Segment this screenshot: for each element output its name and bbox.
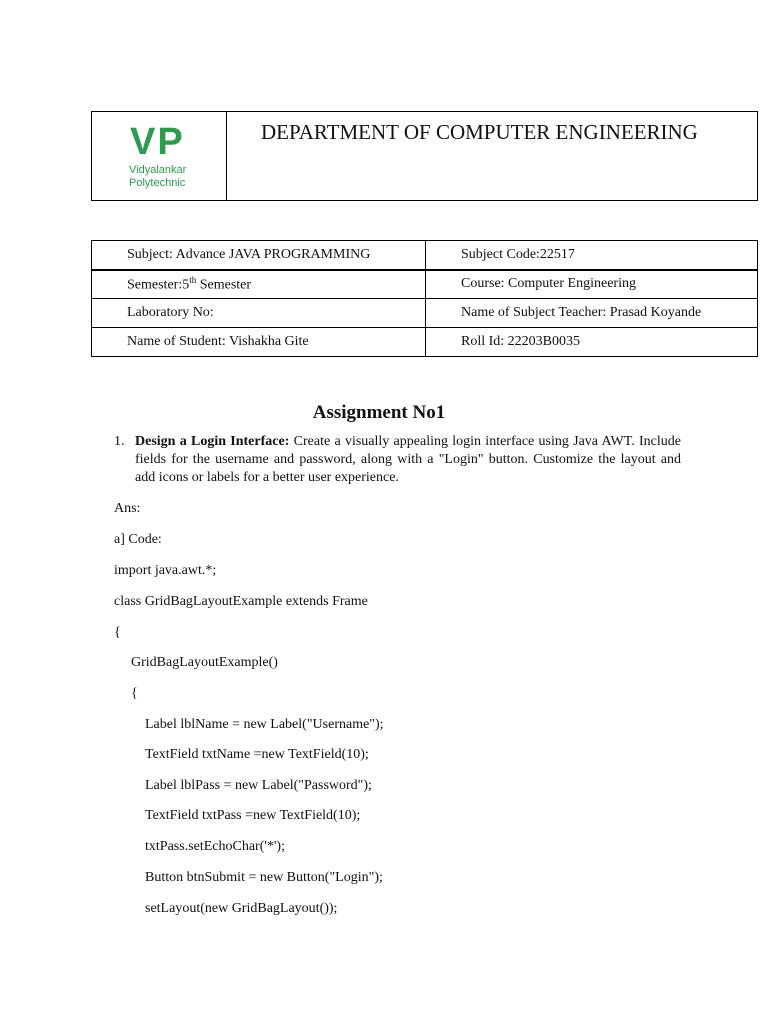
question-body: Create a visually appealing login interface using Java AWT. Include fields for the username and password, along with a "Login" button. Customize the layout and add icons or labels for a better user experience. xyxy=(135,434,681,485)
question xyxy=(114,433,681,487)
lab-no-cell: Laboratory No: xyxy=(92,299,426,328)
roll-id-cell: Roll Id: 22203B0035 xyxy=(426,328,758,357)
course-cell: Course: Computer Engineering xyxy=(426,270,758,299)
code-label: a] Code: xyxy=(114,532,162,547)
code-line: TextField txtPass =new TextField(10); xyxy=(145,808,361,823)
code-line: GridBagLayoutExample() xyxy=(131,655,278,670)
assignment-title: Assignment No1 xyxy=(312,402,446,423)
code-line: class GridBagLayoutExample extends Frame xyxy=(114,594,368,609)
table-row xyxy=(92,328,758,357)
teacher-cell: Name of Subject Teacher: Prasad Koyande xyxy=(426,299,758,328)
question-bold: Design a Login Interface: xyxy=(135,434,290,449)
logo-text-line1: Vidyalankar xyxy=(129,164,187,176)
semester-suffix: Semester xyxy=(196,277,252,293)
logo-mark: VP xyxy=(130,121,185,163)
code-line: import java.awt.*; xyxy=(114,563,217,578)
subject-code-cell: Subject Code:22517 xyxy=(426,241,758,270)
ans-label: Ans: xyxy=(114,501,141,516)
code-line: Button btnSubmit = new Button("Login"); xyxy=(145,870,383,885)
code-line: Label lblPass = new Label("Password"); xyxy=(145,778,372,793)
table-row xyxy=(92,299,758,328)
code-line: setLayout(new GridBagLayout()); xyxy=(145,901,338,916)
subject-cell: Subject: Advance JAVA PROGRAMMING xyxy=(92,241,426,270)
question-text xyxy=(114,433,681,487)
semester-prefix: Semester:5 xyxy=(127,277,190,293)
table-row xyxy=(92,270,758,299)
logo-text-line2: Polytechnic xyxy=(129,177,186,189)
code-line: { xyxy=(131,686,138,701)
code-line: { xyxy=(114,625,121,640)
table-row xyxy=(92,241,758,270)
code-line: txtPass.setEchoChar('*'); xyxy=(145,839,285,854)
info-table xyxy=(91,240,758,357)
semester-cell xyxy=(92,270,426,299)
question-number: 1. xyxy=(114,434,125,449)
header-box xyxy=(91,111,758,201)
student-cell: Name of Student: Vishakha Gite xyxy=(92,328,426,357)
department-title: DEPARTMENT OF COMPUTER ENGINEERING xyxy=(261,120,698,144)
semester-sup: th xyxy=(189,274,197,285)
logo xyxy=(92,112,227,200)
code-line: Label lblName = new Label("Username"); xyxy=(145,717,384,732)
code-line: TextField txtName =new TextField(10); xyxy=(145,747,369,762)
department-cell xyxy=(227,112,757,200)
